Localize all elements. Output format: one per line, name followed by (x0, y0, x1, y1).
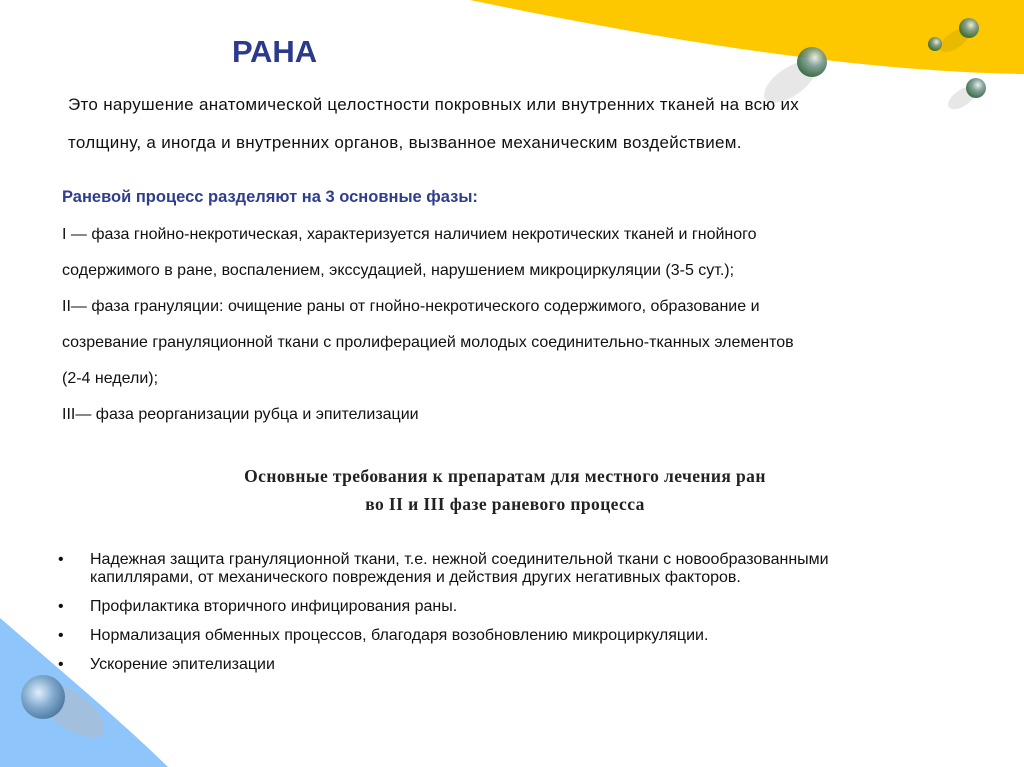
phase-line: II— фаза грануляции: очищение раны от гнойно-некротического содержимого, образование и (62, 298, 760, 315)
phase-line: I — фаза гнойно-некротическая, характеризуется наличием некротических тканей и гнойного (62, 226, 757, 243)
requirements-list (58, 551, 888, 685)
bullet-icon: • (58, 627, 64, 644)
definition-line: толщину, а иногда и внутренних органов, вызванное механическим воздействием. (68, 133, 742, 152)
list-item (58, 627, 888, 645)
list-item (58, 598, 888, 616)
phase-line: содержимого в ране, воспалением, экссудацией, нарушением микроциркуляции (3-5 сут.); (62, 262, 735, 279)
bullet-icon: • (58, 656, 64, 673)
list-item-text: Нормализация обменных процессов, благодаря возобновлению микроциркуляции. (90, 627, 709, 644)
list-item-text: Ускорение эпителизации (90, 656, 275, 673)
requirements-heading: во II и III фазе раневого процесса (365, 494, 645, 514)
list-item-text: Надежная защита грануляционной ткани, т.е. нежной соединительной ткани с новообразованными капиллярами, от механического повреждения и действия других негативных факторов. (90, 551, 829, 586)
bullet-icon: • (58, 551, 64, 568)
yellow-swoosh (470, 0, 1024, 74)
phase-line: созревание грануляционной ткани с пролиферацией молодых соединительно-тканных элементов (62, 334, 794, 351)
requirements-heading: Основные требования к препаратам для местного лечения ран (244, 466, 766, 486)
phase-line: III— фаза реорганизации рубца и эпителизации (62, 406, 419, 423)
definition-line: Это нарушение анатомической целостности покровных или внутренних тканей на всю их (68, 95, 800, 114)
phase-line: (2-4 недели); (62, 370, 159, 387)
list-item (58, 551, 888, 587)
page-title: РАНА (232, 34, 318, 69)
list-item-text: Профилактика вторичного инфицирования раны. (90, 598, 458, 615)
list-item (58, 656, 888, 674)
bullet-icon: • (58, 598, 64, 615)
phases-heading: Раневой процесс разделяют на 3 основные фазы: (62, 188, 478, 206)
